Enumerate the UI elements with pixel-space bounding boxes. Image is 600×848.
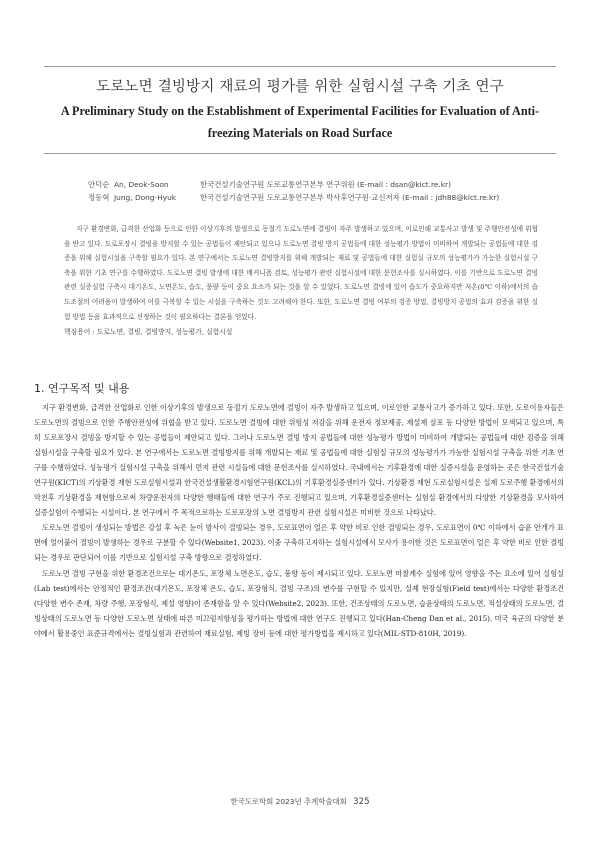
section-heading: 1. 연구목적 및 내용 xyxy=(34,382,130,395)
author-affiliation: 한국건설기술연구원 도로교통연구본부 연구위원 (E-mail : dsan@kict.re.kr) xyxy=(200,180,451,189)
body-paragraph: 지구 환경변화, 급격한 산업화로 인한 이상기후의 발생으로 동절기 도로노면에 결빙이 자주 발생하고 있으며, 이로인한 교통사고가 증가하고 있다. 또한, 도로이용자들은 도로노면의 결빙으로 인한 주행안전성에 위협을 받고 있다. 도로노면 결빙에 대한 위험성 저감을 위해 운전자 정보제공, 제설제 살포 등 다양한 방법이 모색되고 있으며, 특히 도로포장시 결빙을 방지할 수 있는 공법들이 제안되고 있다. 그러나 도로노면 결빙 방지 공법들에 대한 성능평가 방법이 미비하여 개발되는 공법들에 대한 검증을 위해 실험시설을 구축할 필요가 있다. 본 연구에서는 도로노면 결빙방지를 위해 개발되는 재료 및 공법들에 대한 실험실 규모의 성능평가가 가능한 실험시설 구축을 위한 기초 연구를 수행하였다. 성능평가 실험시설 구축을 위해서 먼저 관련 시설들에 대한 문헌조사를 실시하였다. 국내에서는 기후환경에 대한 실증시설을 운영하는 곳은 한국건설기술연구원(KICT)의 기상환경 재현 도로실험시설과 한국건설생활환경시험연구원(KCL)의 기후환경실증센터가 있다. 기상환경 재현 도로실험시설은 실제 도로주행 환경에서의 악천후 기상환경을 재현함으로써 차량운전자의 다양한 행태들에 대한 연구가 주로 진행되고 있으며, 기후환경실증센터는 실험실 환경에서의 다양한 기상환경을 모사하여 실증실험이 수행되는 시설이다. 본 연구에서 주 목적으로하는 도로포장의 노면 결빙방지 관련 실험시설은 미비한 것으로 나타났다. xyxy=(34,403,564,518)
abstract xyxy=(64,222,538,324)
page-footer xyxy=(0,796,600,807)
paper-title-english: A Preliminary Study on the Establishment of Experimental Facilities for Evaluation of Anti-freezing Materials on Road Surface xyxy=(60,104,540,140)
body-paragraph: 도로노면 결빙 구현을 위한 환경조건으로는 대기온도, 포장체 노면온도, 습도, 풍향 등이 제시되고 있다. 도로노면 마찰계수 실험에 있어 영향을 주는 요소에 있어 실험실(Lab test)에서는 안정적인 환경조건(대기온도, 포장체 온도, 습도, 포장형식, 결빙 구조)의 변수를 구현할 수 있지만, 실제 현장실험(Field test)에서는 다양한 환경조건(다양한 변수 존재, 차량 주행, 포장형식, 제설 영향)이 존재함을 알 수 있다(Website2, 2023). 또한, 건조상태의 도로노면, 습윤상태의 도로노면, 적설상태의 도로노면, 결빙상태의 도로노면 등 다양한 도로노면 상태에 따른 미끄럼저항성을 평가하는 방법에 대한 연구도 진행되고 있다(Han-Cheng Dan et al., 2015). 미국 육군의 다양한 분야에서 활용중인 표준규격에서는 결빙실험과 관련하여 재료실험, 제빙 장비 등에 대한 평가방법을 제시하고 있다(MIL-STD-810H, 2019). xyxy=(34,568,564,638)
paper-title-korean: 도로노면 결빙방지 재료의 평가를 위한 실험시설 구축 기초 연구 xyxy=(96,79,504,95)
author-name-korean: 정동혁 xyxy=(88,193,110,202)
author-name-korean: 안덕순 xyxy=(88,180,110,189)
author-name-english: Jung, Dong-Hyuk xyxy=(114,193,177,202)
keywords: 핵심용어 : 도로노면, 결빙, 결빙방지, 성능평가, 실험시설 xyxy=(64,328,233,336)
author-row xyxy=(88,178,528,191)
author-list xyxy=(88,178,528,204)
body-paragraph: 도로노면 결빙이 생성되는 방법은 강설 후 녹은 눈이 밤사이 결빙되는 경우, 도로표면이 얼은 후 약한 비로 인한 결빙되는 경우, 도로표면이 0℃ 이하에서 습윤 안개가 표면에 얼어붙어 결빙이 발생하는 경우로 구분할 수 있다(Website1, 2023). 이중 구축하고자하는 실험시설에서 모사가 용이한 것은 도로표면이 얼은 후 약한 비로 인한 결빙되는 경우로 판단되어 이를 기반으로 실험시설 구축 방향으로 결정하였다. xyxy=(34,523,564,563)
page-number: 325 xyxy=(353,797,370,807)
author-row xyxy=(88,191,528,204)
conference-name: 한국도로학회 2023년 추계학술대회 xyxy=(230,797,347,806)
abstract-text: 지구 환경변화, 급격한 산업화 등으로 인한 이상기후의 발생으로 동절기 도로노면에 결빙이 자주 발생하고 있으며, 이로인해 교통사고 발생 및 주행안전성에 위협을 받고 있다. 도로포장시 결빙을 방지할 수 있는 공법들이 제안되고 있으나 도로노면 결빙 방지 공법들에 대한 성능평가 방법이 미비하여 개발되는 공법들에 대한 검증을 위해 실험시설을 구축할 필요가 있다. 본 연구에서는 도로노면 결빙방지를 위해 개발되는 재료 및 공법들에 대한 실험실 규모의 성능평가가 가능한 실험시설 구축을 위한 기초 연구를 수행하였다. 도로노면 결빙 발생에 대한 메커니즘 검토, 성능평가 관련 실험시설에 대한 문헌조사를 실시하였다. 이를 기반으로 도로노면 결빙 관련 실증실험 구축시 대기온도, 노면온도, 습도, 풍량 등이 중요 요소가 되는 것을 알 수 있었다. 도로노면 결빙에 있어 습도가 중요하지만 저온(0℃ 이하)에서의 습도조절의 어려움이 발생하여 이를 극복할 수 있는 시설을 구축하는 것도 고려해야 한다. 또한, 도로노면 결빙 여부의 검증 방법, 결빙방지 공법의 효과 검증을 위한 실험 방법 등을 효과적으로 선정하는 것이 필요하다는 결론을 얻었다. xyxy=(64,225,538,321)
title-block xyxy=(44,66,556,154)
author-name-english: An, Deok-Soon xyxy=(114,180,169,189)
section-body xyxy=(34,400,564,641)
author-affiliation: 한국건설기술연구원 도로교통연구본부 박사후연구원·교신저자 (E-mail : jdh88@kict.re.kr) xyxy=(200,193,500,202)
